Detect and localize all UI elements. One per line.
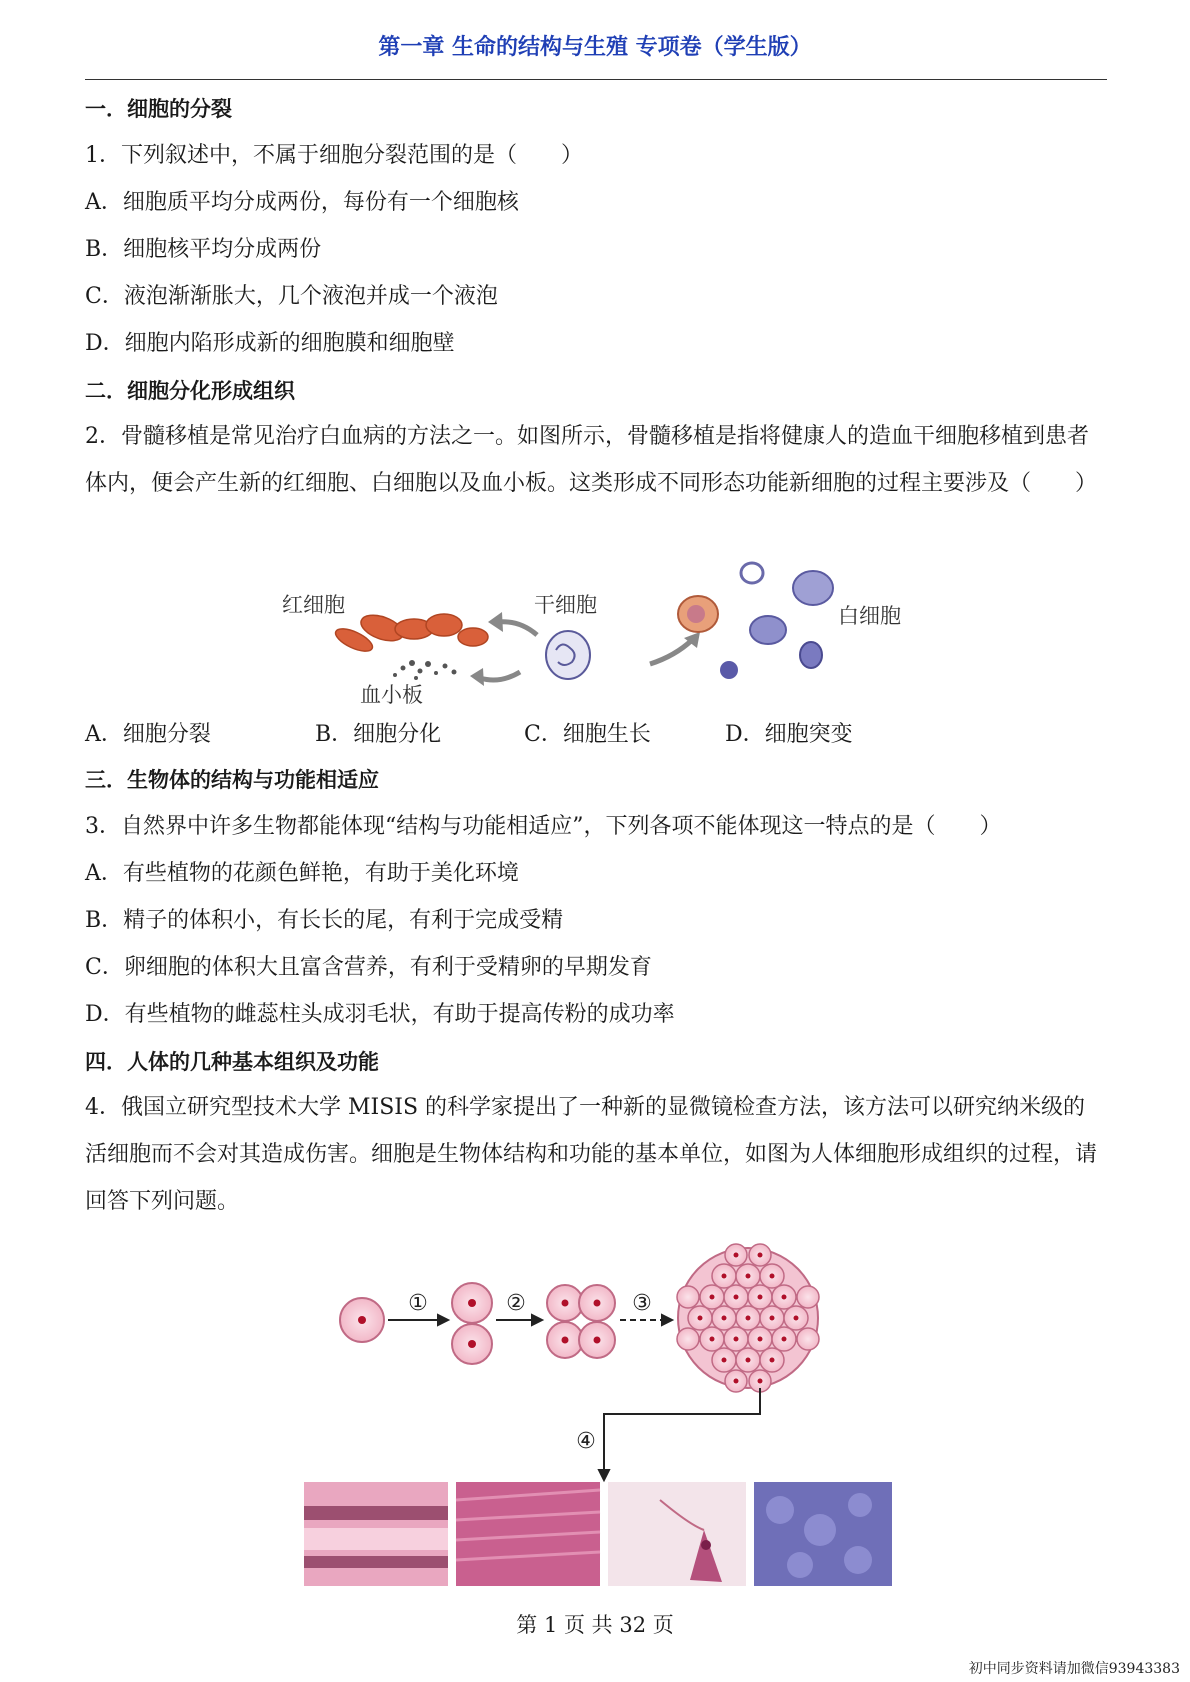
- tissue-nerve: [608, 1482, 746, 1586]
- section-heading-1: 一．细胞的分裂: [85, 97, 232, 121]
- four-cells: [547, 1285, 615, 1358]
- q2-stem: 2．骨髓移植是常见治疗白血病的方法之一。如图所示，骨髓移植是指将健康人的造血干细胞移植到患者体内，便会产生新的红细胞、白细胞以及血小板。这类形成不同形态功能新细胞的过程主要涉及（ ）: [85, 424, 1098, 496]
- q3-option-c: C．卵细胞的体积大且富含营养，有利于受精卵的早期发育: [85, 955, 652, 980]
- step-1-label: ①: [408, 1291, 428, 1316]
- two-cells: [452, 1283, 492, 1364]
- step-3-label: ③: [632, 1291, 652, 1316]
- label-platelet: 血小板: [360, 683, 423, 707]
- zygote-cell: [340, 1298, 384, 1342]
- section-heading-3: 三．生物体的结构与功能相适应: [85, 768, 379, 792]
- tissue-connective: [754, 1482, 892, 1586]
- watermark: 初中同步资料请加微信93943383: [968, 1661, 1180, 1677]
- q1-option-d: D．细胞内陷形成新的细胞膜和细胞壁: [85, 331, 455, 356]
- tissue-epithelial: [304, 1482, 448, 1586]
- q1-stem: 1．下列叙述中，不属于细胞分裂范围的是（ ）: [85, 143, 583, 168]
- step-4-label: ④: [576, 1429, 596, 1454]
- q2-option-c: C．细胞生长: [524, 722, 651, 747]
- q1-option-a: A．细胞质平均分成两份，每份有一个细胞核: [85, 190, 519, 215]
- q1-option-c: C．液泡渐渐胀大，几个液泡并成一个液泡: [85, 284, 498, 309]
- q2-option-d: D．细胞突变: [725, 722, 853, 747]
- section-heading-2: 二．细胞分化形成组织: [85, 379, 295, 403]
- q3-option-b: B．精子的体积小，有长长的尾，有利于完成受精: [85, 908, 564, 933]
- label-white-cell: 白细胞: [838, 604, 901, 628]
- q1-option-b: B．细胞核平均分成两份: [85, 237, 322, 262]
- label-stem-cell: 干细胞: [534, 593, 597, 617]
- page-number: 第 1 页 共 32 页: [516, 1613, 674, 1637]
- q3-option-d: D．有些植物的雌蕊柱头成羽毛状，有助于提高传粉的成功率: [85, 1002, 675, 1027]
- q2-option-a: A．细胞分裂: [85, 722, 211, 747]
- q4-stem: 4．俄国立研究型技术大学 MISIS 的科学家提出了一种新的显微镜检查方法，该方法可以研究纳米级的活细胞而不会对其造成伤害。细胞是生物体结构和功能的基本单位，如图为人体细胞形成组织的过程，请回答下列问题。: [85, 1095, 1098, 1214]
- q3-option-a: A．有些植物的花颜色鲜艳，有助于美化环境: [85, 861, 519, 886]
- q2-option-b: B．细胞分化: [315, 722, 442, 747]
- section-heading-4: 四．人体的几种基本组织及功能: [85, 1050, 379, 1074]
- page-title: 第一章 生命的结构与生殖 专项卷（学生版）: [378, 35, 812, 60]
- tissue-muscle: [456, 1482, 600, 1586]
- q3-stem: 3．自然界中许多生物都能体现“结构与功能相适应”，下列各项不能体现这一特点的是（ ）: [85, 814, 1002, 839]
- label-red-cell: 红细胞: [282, 593, 345, 617]
- step-2-label: ②: [506, 1291, 526, 1316]
- cell-cluster: [677, 1244, 819, 1392]
